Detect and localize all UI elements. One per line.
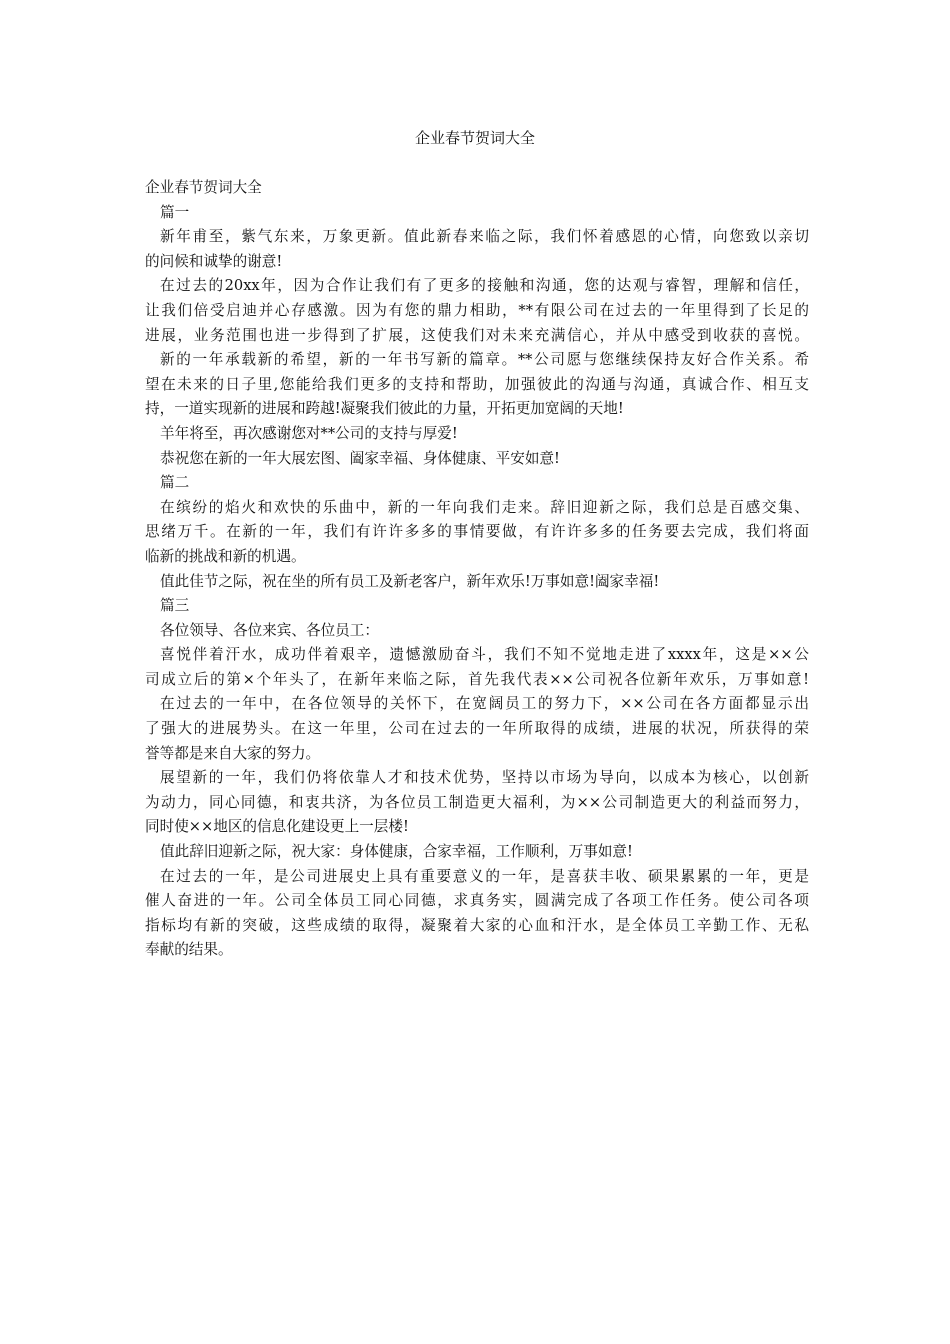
text-line: 在过去的一年中，在各位领导的关怀下，在宽阔员工的努力下，××公司在各方面都显示出 (160, 695, 809, 713)
text-line: 羊年将至，再次感谢您对**公司的支持与厚爱! (160, 424, 458, 442)
text-line: 奉献的结果。 (145, 941, 233, 959)
text-line: 新年甫至，紫气东来，万象更新。值此新春来临之际，我们怀着感恩的心情，向您致以亲切 (160, 228, 809, 246)
text-line: 新的一年承载新的希望，新的一年书写新的篇章。**公司愿与您继续保持友好合作关系。希 (160, 351, 809, 369)
text-line: 进展，业务范围也进一步得到了扩展，这使我们对未来充满信心，并从中感受到收获的喜悦。 (145, 326, 809, 344)
text-line: 展望新的一年，我们仍将依靠人才和技术优势，坚持以市场为导向，以成本为核心，以创新 (160, 769, 809, 787)
text-line: 恭祝您在新的一年大展宏图、阖家幸福、身体健康、平安如意! (160, 449, 560, 467)
document-heading: 企业春节贺词大全 (145, 179, 262, 196)
document-body (145, 176, 809, 963)
text-line: 同时使××地区的信息化建设更上一层楼! (145, 818, 409, 836)
text-line: 的问候和诚挚的谢意! (145, 252, 283, 270)
text-line: 催人奋进的一年。公司全体员工同心同德，求真务实，圆满完成了各项工作任务。使公司各项 (145, 892, 809, 910)
text-line: 值此辞旧迎新之际，祝大家：身体健康，合家幸福，工作顺利，万事如意! (160, 843, 633, 861)
text-line: 了强大的进展势头。在这一年里，公司在过去的一年所取得的成绩，进展的状况，所获得的荣 (145, 720, 809, 738)
text-line: 望在未来的日子里,您能给我们更多的支持和帮助，加强彼此的沟通与沟通，真诚合作、相互支 (145, 375, 809, 393)
text-line: 在过去的20xx年，因为合作让我们有了更多的接触和沟通，您的达观与睿智，理解和信任， (160, 277, 809, 295)
text-line: 各位领导、各位来宾、各位员工： (160, 621, 379, 639)
text-line: 指标均有新的突破，这些成绩的取得，凝聚着大家的心血和汗水，是全体员工辛勤工作、无私 (145, 916, 809, 934)
text-line: 持，一道实现新的进展和跨越!凝聚我们彼此的力量，开拓更加宽阔的天地! (145, 400, 624, 418)
text-line: 篇一 (160, 203, 190, 221)
text-line: 篇二 (160, 474, 190, 492)
text-line: 思绪万千。在新的一年，我们有许许多多的事情要做，有许许多多的任务要去完成，我们将面 (145, 523, 809, 541)
text-line: 在缤纷的焰火和欢快的乐曲中，新的一年向我们走来。辞旧迎新之际，我们总是百感交集、 (160, 498, 809, 516)
text-line: 让我们倍受启迪并心存感激。因为有您的鼎力相助，**有限公司在过去的一年里得到了长足的 (145, 301, 809, 319)
text-line: 誉等都是来自大家的努力。 (145, 744, 321, 762)
text-line: 在过去的一年，是公司进展史上具有重要意义的一年，是喜获丰收、硕果累累的一年，更是 (160, 867, 809, 885)
text-line: 临新的挑战和新的机遇。 (145, 547, 306, 565)
text-line: 值此佳节之际，祝在坐的所有员工及新老客户，新年欢乐!万事如意!阖家幸福! (160, 572, 660, 590)
text-line: 篇三 (160, 597, 190, 615)
text-line: 司成立后的第×个年头了，在新年来临之际，首先我代表××公司祝各位新年欢乐，万事如意! (145, 670, 809, 688)
text-line: 喜悦伴着汗水，成功伴着艰辛，遗憾激励奋斗，我们不知不觉地走进了xxxx年，这是××公 (160, 646, 809, 664)
text-line: 为动力，同心同德，和衷共济，为各位员工制造更大福利，为××公司制造更大的利益而努力， (145, 793, 809, 811)
page-title: 企业春节贺词大全 (414, 129, 535, 147)
